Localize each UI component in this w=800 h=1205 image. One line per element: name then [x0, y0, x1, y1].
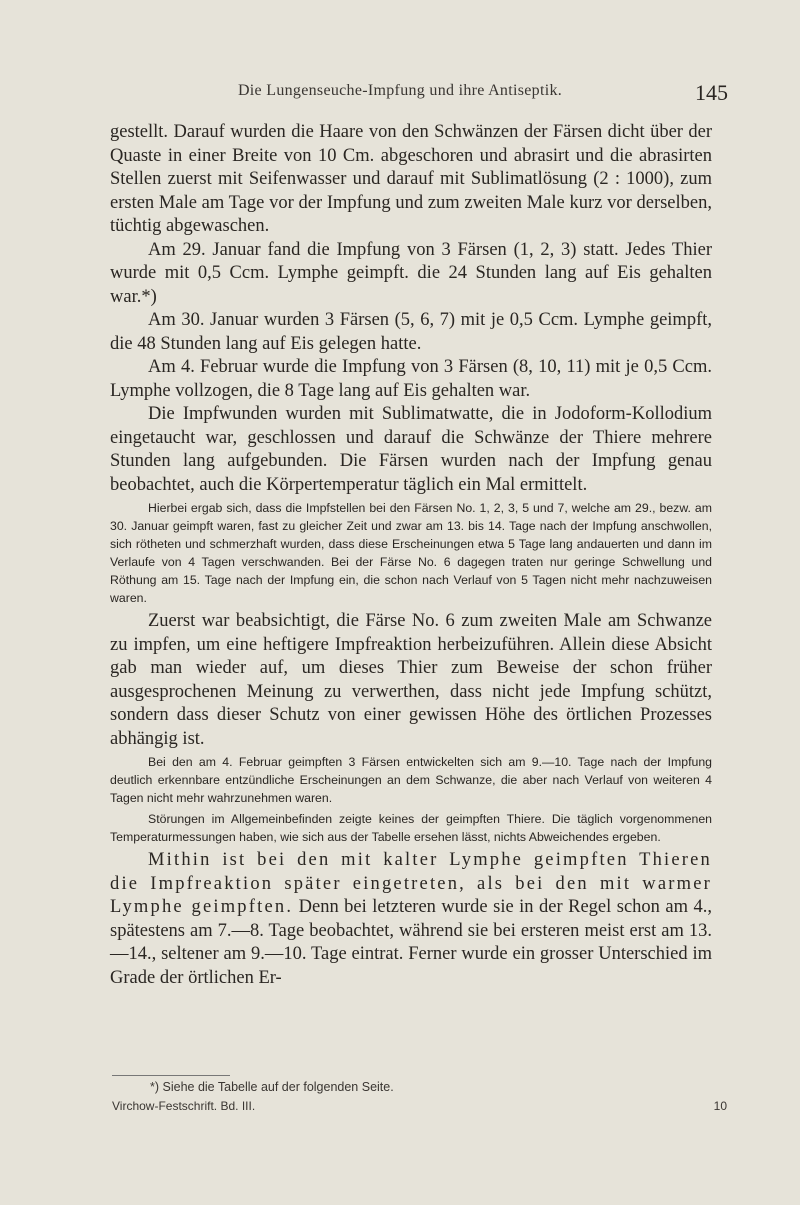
paragraph-5: Die Impfwunden wurden mit Sublimatwatte, die in Jodoform-Kollodium eingetaucht war, geschlossen und darauf die Schwänze der Thiere mehrere Stunden lang aufgebunden. Die Färsen wurden nach der Impfung genau beobachtet, auch die Körpertemperatur täglich ein Mal ermittelt.: [110, 404, 712, 495]
paragraph-3: Am 30. Januar wurden 3 Färsen (5, 6, 7) mit je 0,5 Ccm. Lymphe geimpft, die 48 Stunden lang auf Eis gelegen hatte.: [110, 310, 712, 354]
conclusion-paragraph: [110, 849, 712, 990]
conclusion-continuation: Denn bei letzteren wurde sie in der Regel schon am 4., spätestens am 7.—8. Tage beobachtet, während sie bei ersteren meist erst am 13.—14., seltener am 9.—10. Tage eintrat. Ferner wurde ein grosser Unterschied im Grade der örtlichen Er-: [110, 897, 712, 988]
paragraph-1: gestellt. Darauf wurden die Haare von den Schwänzen der Färsen dicht über der Quaste in einer Breite von 10 Cm. abgeschoren und abrasirt und die abrasirten Stellen zuerst mit Seifenwasser und darauf mit Sublimatlösung (2 : 1000), zum ersten Male am Tage vor der Impfung und zum zweiten Male kurz vor derselben, tüchtig abgewaschen.: [110, 122, 712, 236]
spaced-emphasis: Mithin ist bei den mit kalter Lymphe geimpften Thieren die Impfreaktion später eingetreten, als bei den mit warmer Lymphe geimpften.: [110, 850, 712, 917]
footnote-rule: [112, 1075, 230, 1076]
paragraph-4: Am 4. Februar wurde die Impfung von 3 Färsen (8, 10, 11) mit je 0,5 Ccm. Lymphe vollzogen, die 8 Tage lang auf Eis gehalten war.: [110, 357, 712, 401]
footer-source: Virchow-Festschrift. Bd. III.: [112, 1099, 256, 1113]
body-text: [110, 121, 712, 990]
small-paragraph-3: Störungen im Allgemeinbefinden zeigte keines der geimpften Thiere. Die täglich vorgenommenen Temperaturmessungen haben, wie sich aus der Tabelle ersehen lässt, nichts Abweichendes ergeben.: [110, 812, 712, 844]
paragraph-2: Am 29. Januar fand die Impfung von 3 Färsen (1, 2, 3) statt. Jedes Thier wurde mit 0,5 Ccm. Lymphe geimpft. die 24 Stunden lang auf Eis gehalten war.*): [110, 239, 712, 307]
footnote: *) Siehe die Tabelle auf der folgenden Seite.: [150, 1080, 394, 1094]
page-footer: [112, 1099, 727, 1113]
page-number: 145: [695, 80, 728, 105]
footer-signature: 10: [713, 1099, 727, 1113]
running-title: Die Lungenseuche-Impfung und ihre Antiseptik.: [237, 82, 563, 99]
page-header: [0, 80, 800, 110]
paragraph-6: Zuerst war beabsichtigt, die Färse No. 6 zum zweiten Male am Schwanze zu impfen, um eine heftigere Impfreaktion herbeizuführen. Allein diese Absicht gab man wieder auf, um dieses Thier zum Beweise der schon früher ausgesprochenen Meinung zu verwerthen, dass nicht jede Impfung schützt, sondern dass dieser Schutz von einer gewissen Höhe des örtlichen Prozesses abhängig ist.: [110, 611, 712, 749]
small-paragraph-2: Bei den am 4. Februar geimpften 3 Färsen entwickelten sich am 9.—10. Tage nach der Impfung deutlich erkennbare entzündliche Erscheinungen an dem Schwanze, die aber nach Verlauf von weiteren 4 Tagen nicht mehr wahrzunehmen waren.: [110, 755, 712, 805]
small-paragraph-1: Hierbei ergab sich, dass die Impfstellen bei den Färsen No. 1, 2, 3, 5 und 7, welche am 29., bezw. am 30. Januar geimpft waren, fast zu gleicher Zeit und zwar am 13. bis 14. Tage nach der Impfung anschwollen, sich rötheten und schmerzhaft wurden, dass diese Erscheinungen etwa 5 Tage lang andauerten und dann im Verlaufe von 4 Tagen verschwanden. Bei der Färse No. 6 dagegen traten nur geringe Schwellung und Röthung am 15. Tage nach der Impfung ein, die schon nach Verlauf von 5 Tagen nicht mehr nachzuweisen waren.: [110, 501, 712, 605]
